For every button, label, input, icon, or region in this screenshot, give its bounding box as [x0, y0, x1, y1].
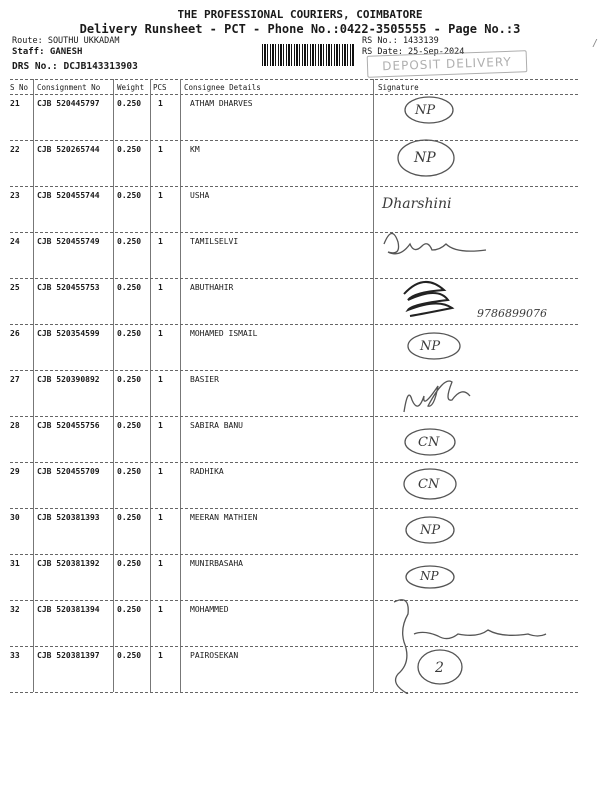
row-pcs: 1: [158, 421, 163, 430]
row-consignee: MOHAMED ISMAIL: [190, 329, 258, 338]
row-consignee: KM: [190, 145, 200, 154]
row-sno: 25: [10, 283, 20, 292]
staff-label: Staff: GANESH: [12, 47, 83, 57]
row-consignment-no: CJB 520455749: [37, 237, 100, 246]
row-pcs: 1: [158, 145, 163, 154]
delivery-stamp: DEPOSIT DELIVERY: [367, 50, 528, 78]
row-pcs: 1: [158, 467, 163, 476]
row-consignee: SABIRA BANU: [190, 421, 243, 430]
row-weight: 0.250: [117, 99, 142, 108]
row-pcs: 1: [158, 329, 163, 338]
drs-number: DRS No.: DCJB143313903: [12, 61, 138, 72]
row-weight: 0.250: [117, 605, 142, 614]
page-edge-mark: /: [592, 38, 599, 49]
row-consignment-no: CJB 520381394: [37, 605, 100, 614]
row-consignee: USHA: [190, 191, 210, 200]
row-pcs: 1: [158, 605, 163, 614]
col-header-signature: Signature: [378, 83, 419, 92]
sig-33: 2: [435, 660, 444, 676]
row-consignee: ATHAM DHARVES: [190, 99, 253, 108]
row-consignment-no: CJB 520381397: [37, 651, 100, 660]
col-header-consignee: Consignee Details: [184, 83, 261, 92]
row-pcs: 1: [158, 651, 163, 660]
signature-scribble: [404, 381, 470, 412]
sig-28: CN: [418, 435, 440, 450]
row-consignee: MUNIRBASAHA: [190, 559, 243, 568]
row-pcs: 1: [158, 375, 163, 384]
row-consignment-no: CJB 520455753: [37, 283, 100, 292]
row-consignee: MEERAN MATHIEN: [190, 513, 258, 522]
col-header-pcs: PCS: [153, 83, 167, 92]
row-weight: 0.250: [117, 651, 142, 660]
row-consignment-no: CJB 520445797: [37, 99, 100, 108]
row-sno: 28: [10, 421, 20, 430]
sig-22: NP: [414, 150, 436, 166]
row-weight: 0.250: [117, 329, 142, 338]
row-consignment-no: CJB 520381393: [37, 513, 100, 522]
row-sno: 24: [10, 237, 20, 246]
row-consignee: ABUTHAHIR: [190, 283, 234, 292]
col-header-sno: S No: [10, 83, 29, 92]
row-weight: 0.250: [117, 283, 142, 292]
row-sno: 21: [10, 99, 20, 108]
row-pcs: 1: [158, 237, 163, 246]
row-sno: 32: [10, 605, 20, 614]
row-consignment-no: CJB 520354599: [37, 329, 100, 338]
sig-25: 9786899076: [477, 307, 547, 320]
row-pcs: 1: [158, 513, 163, 522]
sig-23: Dharshini: [382, 196, 452, 212]
sig-26: NP: [420, 339, 441, 354]
row-sno: 31: [10, 559, 20, 568]
row-sno: 23: [10, 191, 20, 200]
route-label: Route: SOUTHU UKKADAM: [12, 36, 120, 46]
row-weight: 0.250: [117, 191, 142, 200]
row-consignee: BASIER: [190, 375, 219, 384]
row-weight: 0.250: [117, 513, 142, 522]
row-weight: 0.250: [117, 375, 142, 384]
row-consignment-no: CJB 520265744: [37, 145, 100, 154]
row-sno: 27: [10, 375, 20, 384]
row-weight: 0.250: [117, 421, 142, 430]
row-consignment-no: CJB 520390892: [37, 375, 100, 384]
company-title: THE PROFESSIONAL COURIERS, COIMBATORE: [177, 8, 423, 21]
row-sno: 33: [10, 651, 20, 660]
row-pcs: 1: [158, 559, 163, 568]
row-consignee: MOHAMMED: [190, 605, 229, 614]
row-sno: 29: [10, 467, 20, 476]
col-header-weight: Weight: [117, 83, 145, 92]
header-top-rule: [10, 79, 578, 80]
rs-date: RS Date: 25-Sep-2024: [362, 47, 465, 57]
col-header-consignment: Consignment No: [37, 83, 101, 92]
row-pcs: 1: [158, 99, 163, 108]
sig-31: NP: [420, 569, 439, 583]
row-weight: 0.250: [117, 467, 142, 476]
row-consignment-no: CJB 520455744: [37, 191, 100, 200]
row-consignment-no: CJB 520455756: [37, 421, 100, 430]
row-sno: 30: [10, 513, 20, 522]
row-consignment-no: CJB 520381392: [37, 559, 100, 568]
signature-column-marks: [374, 94, 594, 694]
signature-scribble: [384, 233, 486, 253]
sig-29: CN: [418, 477, 440, 492]
row-weight: 0.250: [117, 559, 142, 568]
rs-number: RS No.: 1433139: [362, 36, 439, 46]
row-sno: 26: [10, 329, 20, 338]
barcode: [262, 44, 354, 66]
row-weight: 0.250: [117, 145, 142, 154]
sig-21: NP: [415, 103, 436, 118]
row-consignee: TAMILSELVI: [190, 237, 239, 246]
runsheet-title: Delivery Runsheet - PCT - Phone No.:0422-3505555 - Page No.:3: [79, 22, 521, 36]
row-consignment-no: CJB 520455709: [37, 467, 100, 476]
row-pcs: 1: [158, 191, 163, 200]
row-consignee: PAIROSEKAN: [190, 651, 239, 660]
row-sno: 22: [10, 145, 20, 154]
sig-30: NP: [420, 523, 441, 538]
signature-scribble: [394, 600, 408, 694]
row-pcs: 1: [158, 283, 163, 292]
row-weight: 0.250: [117, 237, 142, 246]
row-consignee: RADHIKA: [190, 467, 224, 476]
